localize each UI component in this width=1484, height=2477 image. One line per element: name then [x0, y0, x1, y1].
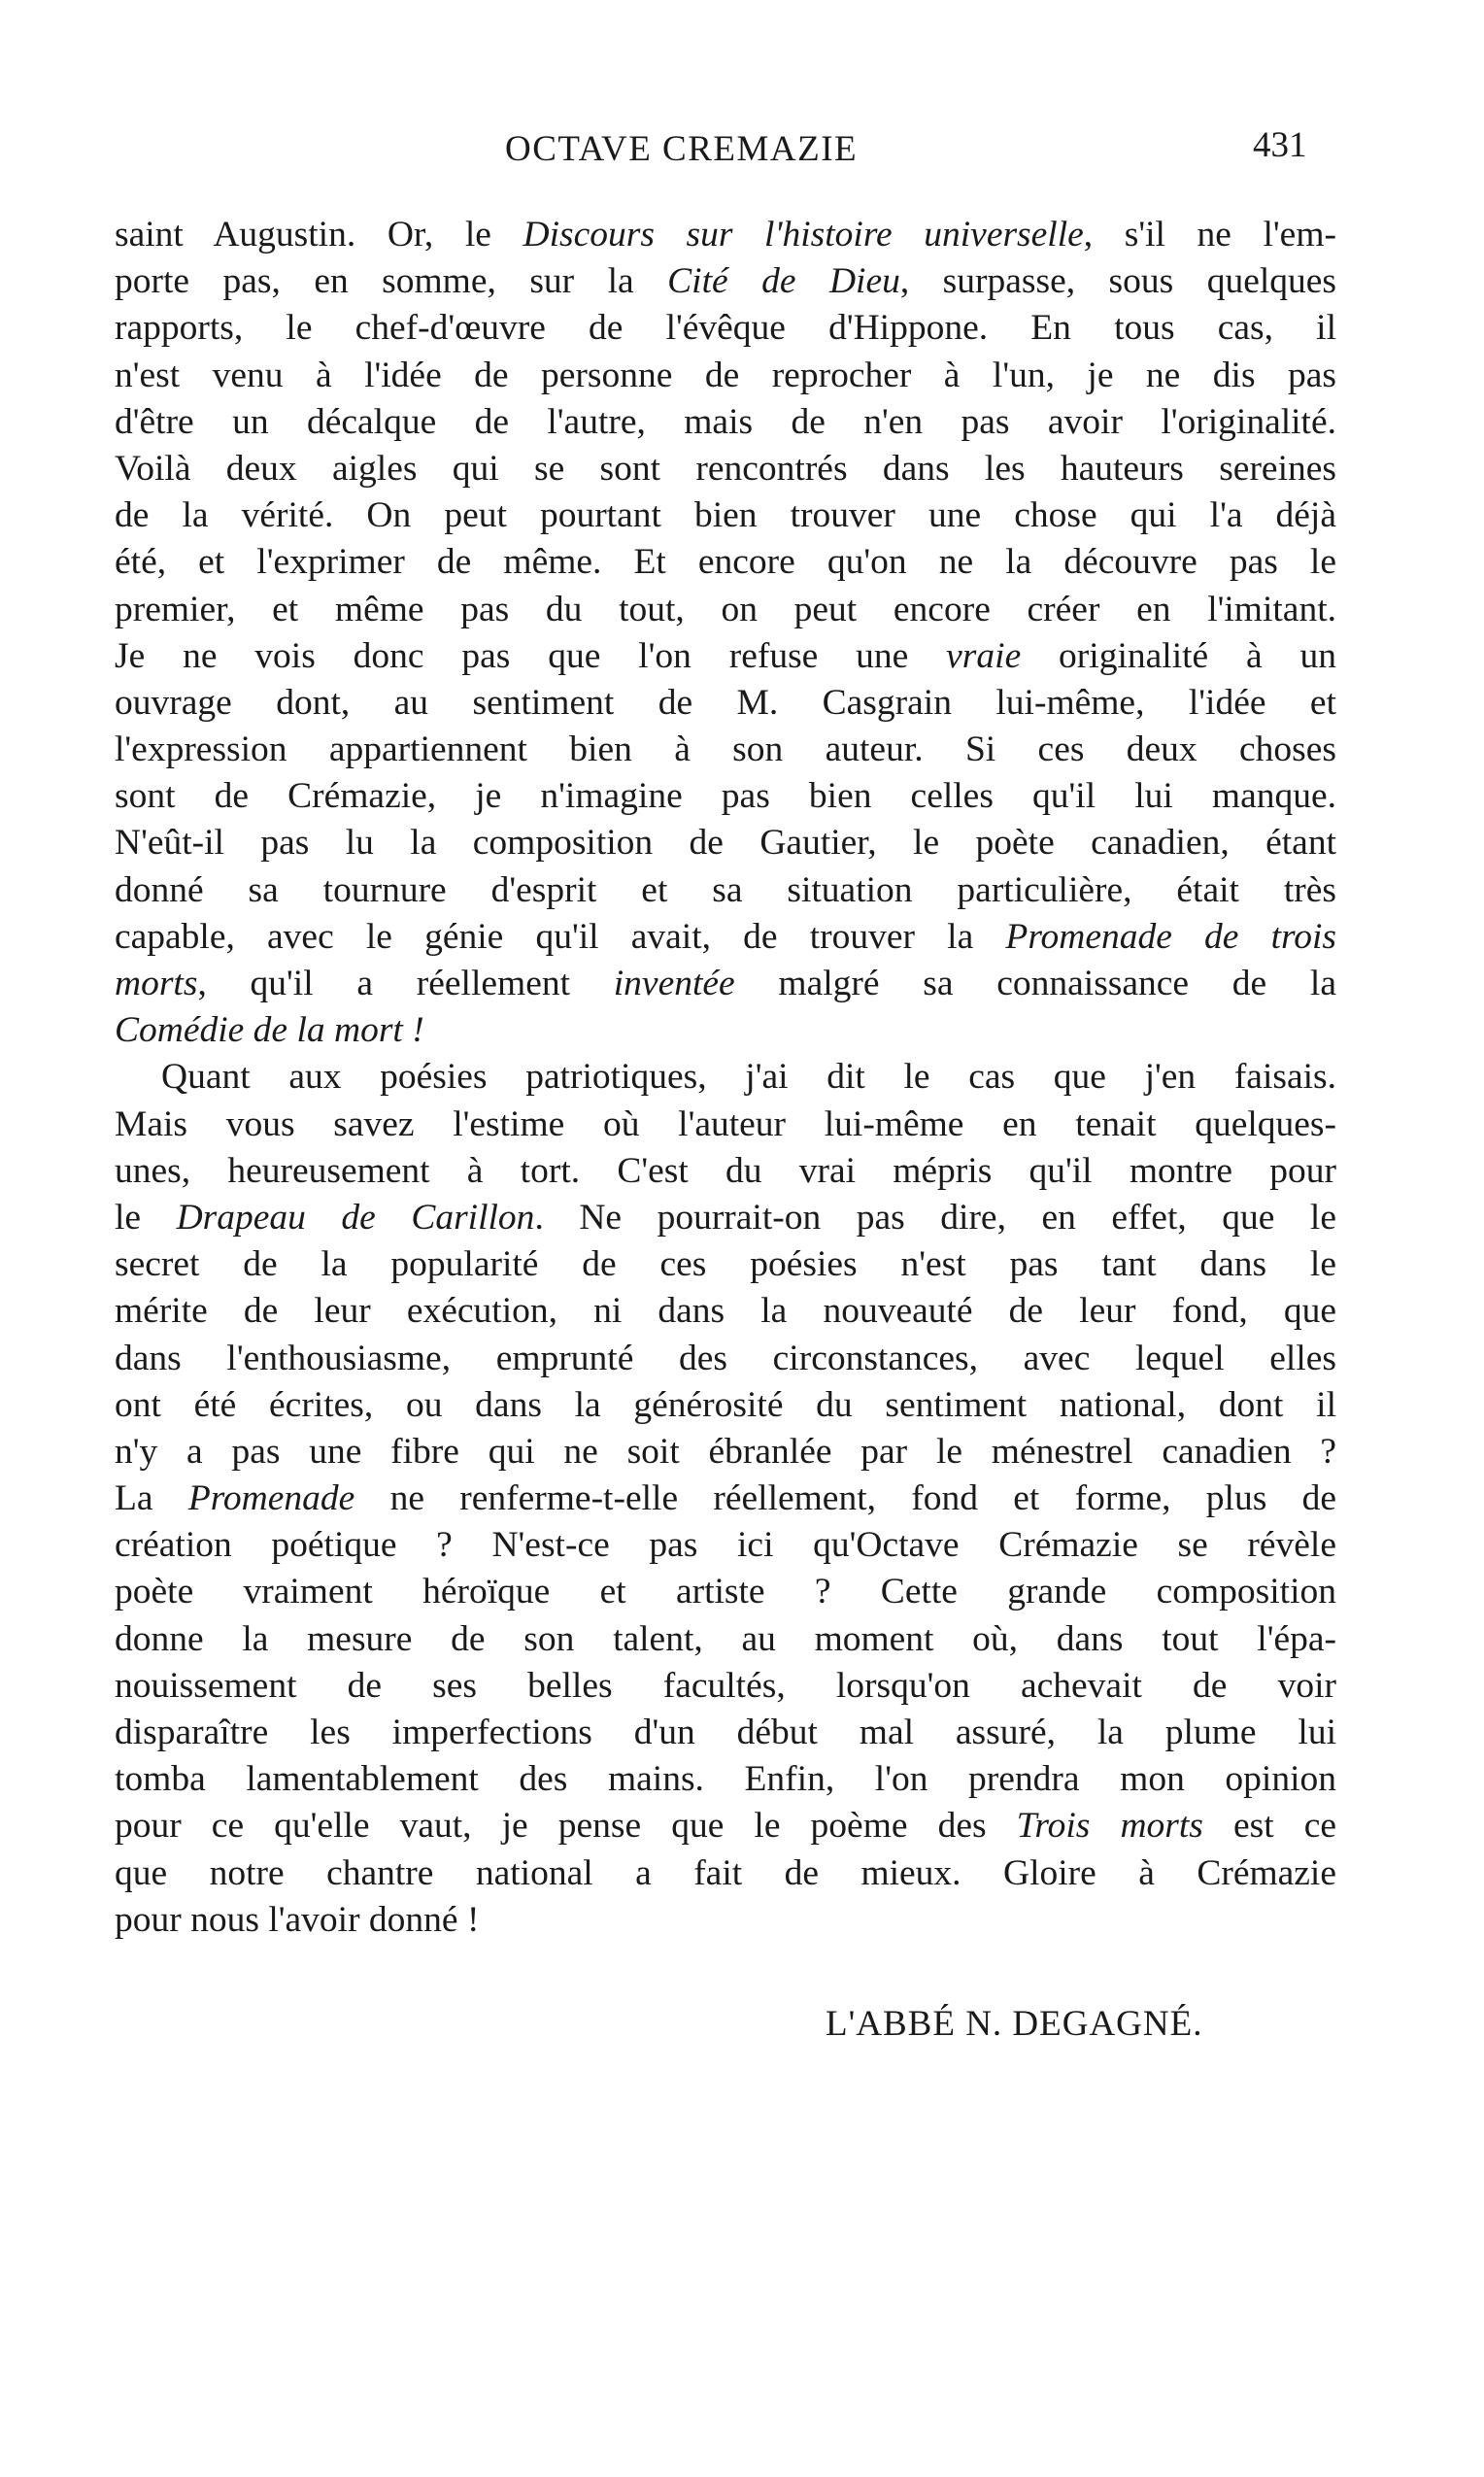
text-line [115, 539, 1336, 586]
text-line [115, 212, 1336, 258]
text-run: est ce [1202, 1806, 1336, 1847]
italic-title: Promenade [187, 1478, 355, 1519]
italic-title: vraie [946, 635, 1022, 676]
italic-title: Discours sur l'histoire universelle [523, 215, 1084, 254]
text-run: nouissement de ses belles facultés, lorsqu'on achevait de voir [115, 1665, 1336, 1706]
text-run: saint Augustin. Or, le [115, 215, 523, 254]
text-line [115, 1054, 1336, 1101]
text-run: création poétique ? N'est-ce pas ici qu'Octave Crémazie se révèle [115, 1525, 1336, 1566]
text-run: disparaître les imperfections d'un début mal assuré, la plume lui [115, 1713, 1336, 1752]
text-run: malgré sa connaissance de la [734, 964, 1336, 1003]
text-line [115, 1382, 1336, 1429]
text-run: mérite de leur exécution, ni dans la nouveauté de leur fond, que [115, 1291, 1336, 1332]
text-run: , qu'il a réellement [197, 964, 614, 1003]
text-run: Quant aux poésies patriotiques, j'ai dit le cas que j'en faisais. [161, 1057, 1336, 1098]
text-line [115, 1148, 1336, 1195]
text-line [115, 1803, 1336, 1849]
text-run: sont de Crémazie, je n'imagine pas bien celles qu'il lui manque. [115, 776, 1336, 817]
text-line [115, 258, 1336, 305]
text-line [115, 492, 1336, 539]
text-line [115, 1522, 1336, 1569]
text-line [115, 727, 1336, 773]
text-run: poète vraiment héroïque et artiste ? Cette grande composition [115, 1572, 1336, 1612]
text-line [115, 1007, 1336, 1054]
text-line [115, 353, 1336, 399]
text-line [115, 1288, 1336, 1335]
text-line [115, 1756, 1336, 1803]
text-line [115, 680, 1336, 727]
text-line [115, 1616, 1336, 1663]
text-run: ne renferme-t-elle réellement, fond et forme, plus de [354, 1478, 1336, 1519]
text-line [115, 1429, 1336, 1476]
text-line [115, 773, 1336, 820]
text-run: été, et l'exprimer de même. Et encore qu'on ne la découvre pas le [115, 542, 1336, 583]
text-run: premier, et même pas du tout, on peut encore créer en l'imitant. [115, 589, 1336, 629]
text-line [115, 1195, 1336, 1241]
italic-title: Promenade de trois [1005, 916, 1336, 957]
text-line [115, 867, 1336, 914]
italic-title: Drapeau de Carillon [176, 1197, 535, 1238]
body-text [115, 212, 1336, 1944]
text-run: dans l'enthousiasme, emprunté des circonstances, avec lequel elles [115, 1338, 1336, 1378]
text-line [115, 633, 1336, 680]
text-line [115, 587, 1336, 633]
text-run: le [115, 1197, 177, 1238]
text-run: . Ne pourrait-on pas dire, en effet, que le [534, 1197, 1336, 1238]
italic-title: Cité de Dieu [667, 261, 900, 302]
text-run: , surpasse, sous quelques [899, 261, 1337, 302]
text-run: tomba lamentablement des mains. Enfin, l'on prendra mon opinion [115, 1759, 1336, 1800]
text-line [115, 1241, 1336, 1288]
text-line [115, 1476, 1336, 1522]
text-run: La [115, 1478, 188, 1519]
text-run: n'est venu à l'idée de personne de reprocher à l'un, je ne dis pas [115, 355, 1336, 395]
italic-title: inventée [613, 964, 735, 1003]
text-run: originalité à un [1021, 635, 1336, 676]
italic-title: Trois morts [1016, 1806, 1203, 1847]
text-run: secret de la popularité de ces poésies n'est pas tant dans le [115, 1244, 1336, 1285]
text-line [115, 1850, 1336, 1897]
text-run: capable, avec le génie qu'il avait, de trouver la [115, 916, 1006, 957]
text-run: Mais vous savez l'estime où l'auteur lui-même en tenait quelques- [115, 1103, 1336, 1144]
italic-title: Comédie de la mort ! [115, 1010, 424, 1051]
text-run: ont été écrites, ou dans la générosité du sentiment national, dont il [115, 1384, 1336, 1425]
text-run: de la vérité. On peut pourtant bien trouver une chose qui l'a déjà [115, 495, 1336, 536]
text-run: n'y a pas une fibre qui ne soit ébranlée par le ménestrel canadien ? [115, 1431, 1336, 1472]
text-line [115, 1897, 1336, 1944]
text-run: que notre chantre national a fait de mieux. Gloire à Crémazie [115, 1852, 1336, 1893]
text-run: porte pas, en somme, sur la [115, 261, 668, 302]
text-run: d'être un décalque de l'autre, mais de n'en pas avoir l'originalité. [115, 401, 1336, 442]
paragraph [115, 1054, 1336, 1944]
text-line [115, 399, 1336, 446]
text-line [115, 446, 1336, 492]
page-number: 431 [1253, 125, 1307, 165]
text-line [115, 1569, 1336, 1615]
text-run: donné sa tournure d'esprit et sa situation particulière, était très [115, 869, 1336, 910]
paragraph [115, 212, 1336, 1054]
text-line [115, 961, 1336, 1007]
text-run: unes, heureusement à tort. C'est du vrai mépris qu'il montre pour [115, 1150, 1336, 1191]
text-run: donne la mesure de son talent, au moment où, dans tout l'épa- [115, 1618, 1336, 1659]
text-run: pour ce qu'elle vaut, je pense que le poème des [115, 1806, 1017, 1847]
text-run: N'eût-il pas lu la composition de Gautier, le poète canadien, étant [115, 823, 1336, 864]
italic-title: morts [115, 964, 198, 1003]
text-line [115, 1710, 1336, 1756]
text-line [115, 820, 1336, 866]
text-run: , s'il ne l'em- [1083, 215, 1336, 254]
text-run: Voilà deux aigles qui se sont rencontrés dans les hauteurs sereines [115, 448, 1336, 489]
running-title: OCTAVE CREMAZIE [505, 129, 859, 169]
text-line [115, 914, 1336, 961]
text-run: rapports, le chef-d'œuvre de l'évêque d'Hippone. En tous cas, il [115, 308, 1336, 349]
text-run: pour nous l'avoir donné ! [115, 1899, 480, 1940]
text-run: ouvrage dont, au sentiment de M. Casgrain lui-même, l'idée et [115, 682, 1336, 723]
text-line [115, 305, 1336, 352]
text-run: l'expression appartiennent bien à son auteur. Si ces deux choses [115, 730, 1336, 770]
text-line [115, 1336, 1336, 1382]
author-signature: L'ABBÉ N. DEGAGNÉ. [826, 2004, 1203, 2044]
text-line [115, 1663, 1336, 1710]
text-run: Je ne vois donc pas que l'on refuse une [115, 635, 947, 676]
text-line [115, 1102, 1336, 1148]
